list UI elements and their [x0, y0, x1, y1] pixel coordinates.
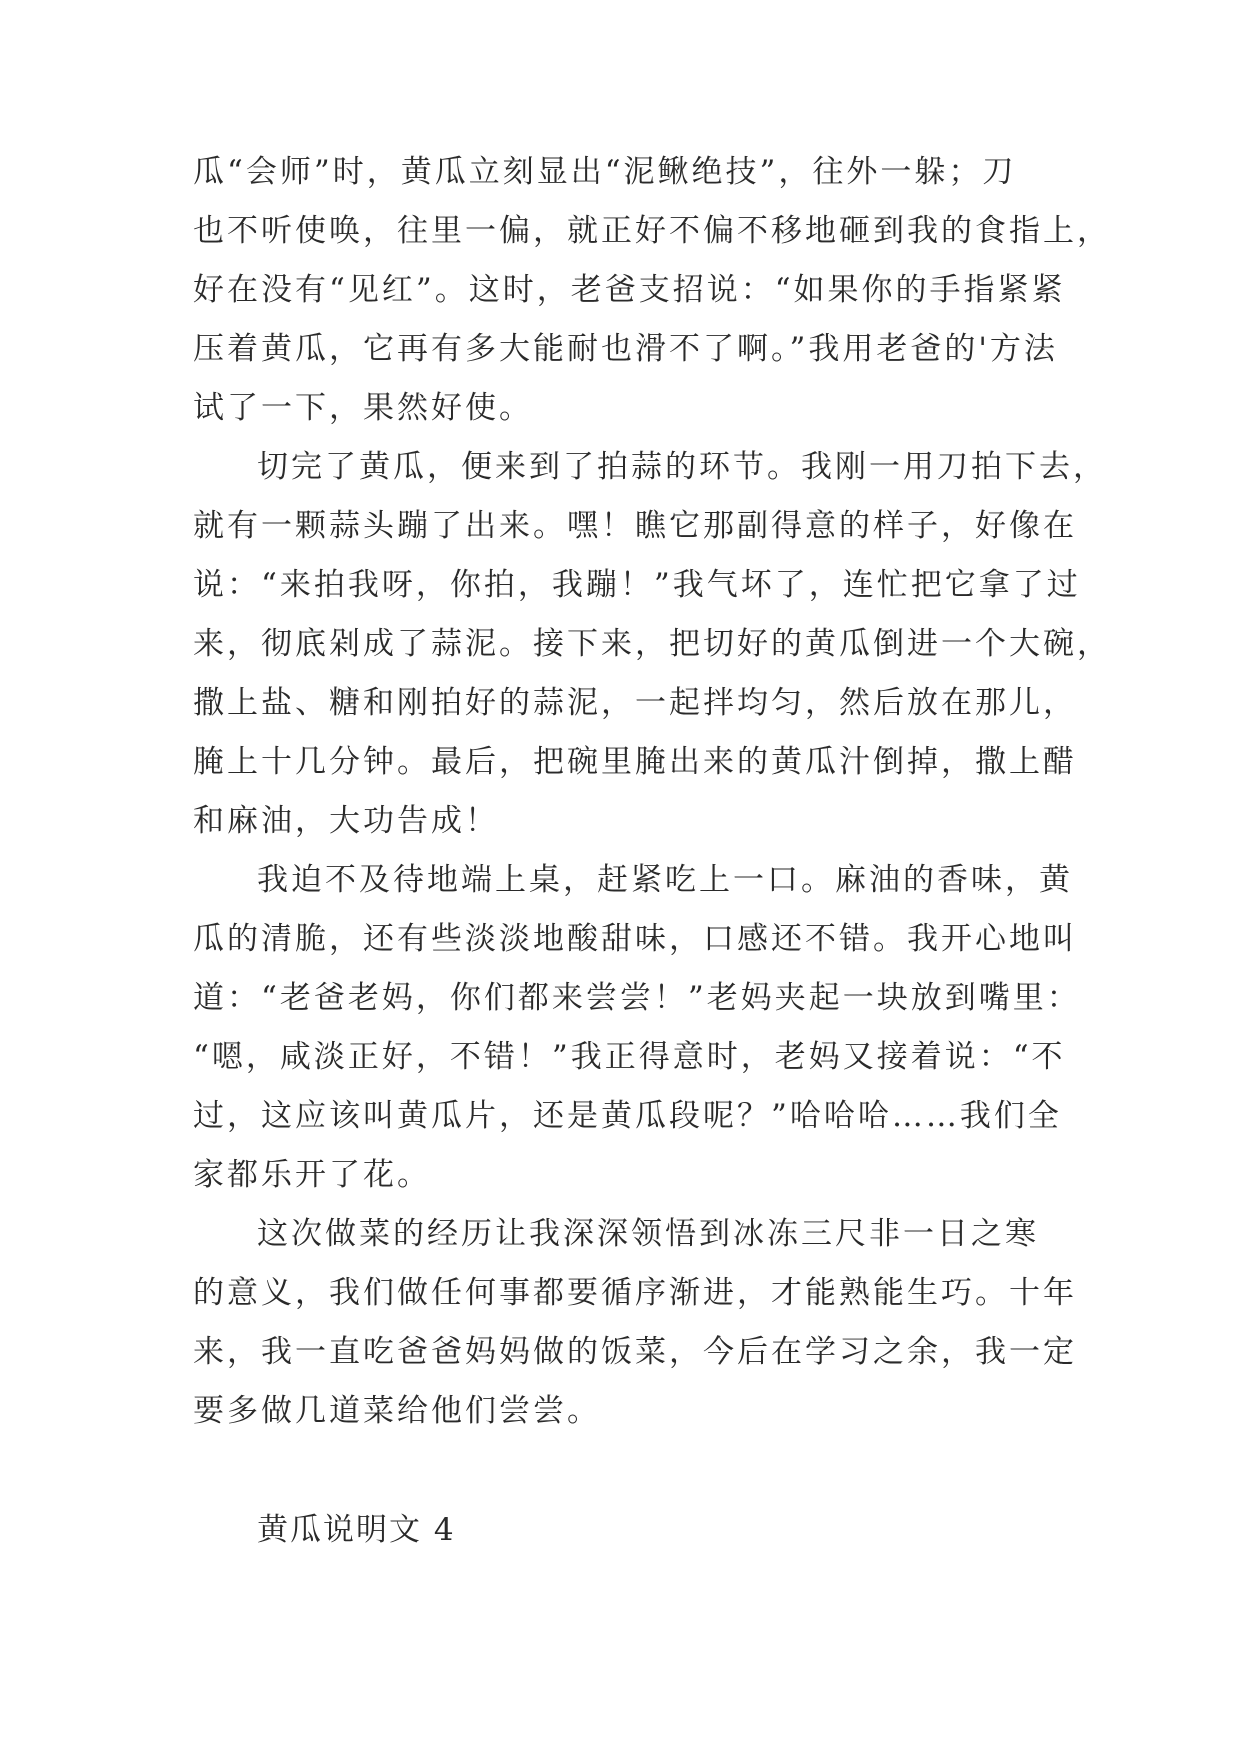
paragraph-line: 瓜“会师”时，黄瓜立刻显出“泥鳅绝技”，往外一躲；刀 — [193, 154, 1017, 190]
paragraph-line: 瓜的清脆，还有些淡淡地酸甜味，口感还不错。我开心地叫 — [193, 921, 1077, 957]
paragraph-line: 来，我一直吃爸爸妈妈做的饭菜，今后在学习之余，我一定 — [193, 1334, 1077, 1370]
paragraph-line: 撒上盐、糖和刚拍好的蒜泥，一起拌均匀，然后放在那儿， — [193, 685, 1077, 721]
paragraph-line: 也不听使唤，往里一偏，就正好不偏不移地砸到我的食指上， — [193, 213, 1111, 249]
paragraph-line: 和麻油，大功告成！ — [193, 803, 499, 839]
paragraph-line: 腌上十几分钟。最后，把碗里腌出来的黄瓜汁倒掉，撒上醋 — [193, 744, 1077, 780]
paragraph-line: 试了一下，果然好使。 — [193, 390, 533, 426]
paragraph-line: 过，这应该叫黄瓜片，还是黄瓜段呢？”哈哈哈……我们全 — [193, 1098, 1062, 1134]
paragraph-line: “嗯，咸淡正好，不错！”我正得意时，老妈又接着说：“不 — [193, 1039, 1066, 1075]
paragraph-line: 我迫不及待地端上桌，赶紧吃上一口。麻油的香味，黄 — [257, 862, 1073, 898]
section-heading: 黄瓜说明文 4 — [257, 1512, 456, 1548]
paragraph-line: 就有一颗蒜头蹦了出来。嘿！瞧它那副得意的样子，好像在 — [193, 508, 1077, 544]
paragraph-line: 来，彻底剁成了蒜泥。接下来，把切好的黄瓜倒进一个大碗， — [193, 626, 1111, 662]
paragraph-line: 说：“来拍我呀，你拍，我蹦！”我气坏了，连忙把它拿了过 — [193, 567, 1081, 603]
paragraph-line: 压着黄瓜，它再有多大能耐也滑不了啊。”我用老爸的'方法 — [193, 331, 1058, 367]
paragraph-line: 的意义，我们做任何事都要循序渐进，才能熟能生巧。十年 — [193, 1275, 1077, 1311]
paragraph-line: 切完了黄瓜，便来到了拍蒜的环节。我刚一用刀拍下去， — [257, 449, 1107, 485]
paragraph-line: 要多做几道菜给他们尝尝。 — [193, 1393, 601, 1429]
paragraph-line: 这次做菜的经历让我深深领悟到冰冻三尺非一日之寒 — [257, 1216, 1039, 1252]
paragraph-line: 道：“老爸老妈，你们都来尝尝！”老妈夹起一块放到嘴里： — [193, 980, 1081, 1016]
paragraph-line: 家都乐开了花。 — [193, 1157, 431, 1193]
paragraph-line: 好在没有“见红”。这时，老爸支招说：“如果你的手指紧紧 — [193, 272, 1066, 308]
